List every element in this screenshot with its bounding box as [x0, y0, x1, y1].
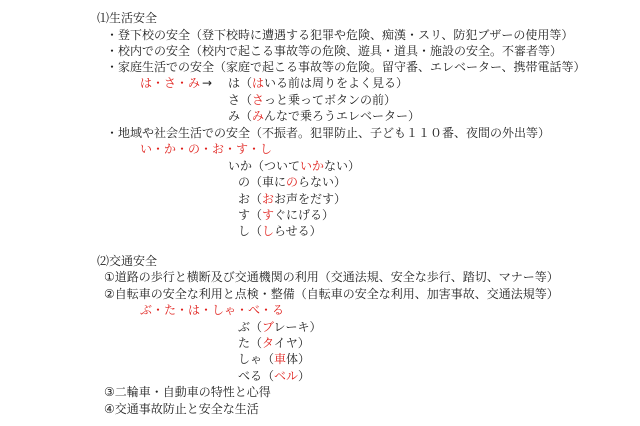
list-item	[104, 402, 259, 416]
text-segment: す（	[238, 208, 263, 222]
list-item	[106, 28, 573, 42]
arrow	[202, 76, 212, 90]
text-segment: は（	[228, 76, 253, 90]
mnemonic-item	[228, 159, 360, 173]
text-segment: お声をだす）	[274, 192, 347, 206]
highlight-text: の	[286, 175, 299, 189]
highlight-text: は・さ・み	[140, 76, 201, 90]
mnemonic-heading	[140, 303, 284, 317]
highlight-text: は	[252, 76, 265, 90]
list-item	[104, 270, 559, 284]
highlight-text: ベル	[274, 369, 299, 383]
highlight-text: ぶ・た・は・しゃ・べ・る	[140, 303, 285, 317]
text-segment: み（	[228, 109, 253, 123]
mnemonic-heading	[140, 76, 200, 90]
text-segment: お（	[238, 192, 263, 206]
text-segment: さ（	[228, 93, 253, 107]
text-segment: ）	[298, 369, 311, 383]
text-segment: レーキ）	[273, 320, 322, 334]
mnemonic-item	[228, 109, 420, 123]
text-segment: いる前は周りをよく見る）	[264, 76, 409, 90]
mnemonic-item	[238, 192, 346, 206]
highlight-text: お	[262, 192, 275, 206]
mnemonic-item	[238, 369, 310, 383]
text-segment: ③二輪車・自動車の特性と心得	[104, 385, 271, 399]
highlight-text: いか	[300, 159, 325, 173]
list-item	[106, 44, 562, 58]
text-segment: ・家庭生活での安全（家庭で起こる事故等の危険。留守番、エレベーター、携帯電話等）	[106, 60, 586, 74]
text-segment: →	[202, 76, 213, 90]
highlight-text: み	[252, 109, 265, 123]
text-segment: ・地域や社会生活での安全（不振者。犯罪防止、子ども１１０番、夜間の外出等）	[106, 126, 551, 140]
text-segment: の（車に	[238, 175, 287, 189]
list-item	[106, 126, 550, 140]
text-segment: ぐにげる）	[274, 208, 335, 222]
mnemonic-item	[238, 336, 310, 350]
highlight-text: い・か・の・お・す・し	[140, 142, 273, 156]
mnemonic-item	[228, 76, 408, 90]
text-segment: ①道路の歩行と横断及び交通機関の利用（交通法規、安全な歩行、踏切、マナー等）	[104, 270, 559, 284]
text-segment: んなで乗ろうエレベーター）	[264, 109, 421, 123]
mnemonic-item	[238, 224, 322, 238]
text-segment: らせる）	[274, 224, 322, 238]
highlight-text: さ	[252, 93, 265, 107]
mnemonic-item	[238, 320, 322, 334]
mnemonic-item	[238, 352, 310, 366]
text-segment: いか（ついて	[228, 159, 301, 173]
section-heading	[97, 254, 157, 268]
highlight-text: し	[262, 224, 275, 238]
list-item	[104, 385, 271, 399]
highlight-text: ブ	[262, 320, 274, 334]
text-segment: ⑵交通安全	[97, 254, 158, 268]
mnemonic-item	[238, 175, 346, 189]
text-segment: べる（	[238, 369, 275, 383]
text-segment: ④交通事故防止と安全な生活	[104, 402, 259, 416]
text-segment: 体）	[286, 352, 311, 366]
highlight-text: 車	[274, 352, 287, 366]
list-item	[104, 287, 559, 301]
list-item	[106, 60, 586, 74]
text-segment: らない）	[298, 175, 347, 189]
text-segment: ぶ（	[238, 320, 263, 334]
mnemonic-item	[238, 208, 334, 222]
section-heading	[97, 11, 157, 25]
text-segment: ・校内での安全（校内で起こる事故等の危険、遊具・道具・施設の安全。不審者等）	[106, 44, 563, 58]
text-segment: ②自転車の安全な利用と点検・整備（自転車の安全な利用、加害事故、交通法規等）	[104, 287, 559, 301]
highlight-text: す	[262, 208, 275, 222]
text-segment: イヤ）	[273, 336, 310, 350]
text-segment: ・登下校の安全（登下校時に遭遇する犯罪や危険、痴漢・スリ、防犯ブザーの使用等）	[106, 28, 574, 42]
mnemonic-item	[228, 93, 396, 107]
text-segment: た（	[238, 336, 263, 350]
text-segment: しゃ（	[238, 352, 275, 366]
text-segment: し（	[238, 224, 263, 238]
text-segment: っと乗ってボタンの前）	[264, 93, 397, 107]
mnemonic-heading	[140, 142, 272, 156]
text-segment: ない）	[324, 159, 361, 173]
text-segment: ⑴生活安全	[97, 11, 158, 25]
highlight-text: タ	[262, 336, 274, 350]
